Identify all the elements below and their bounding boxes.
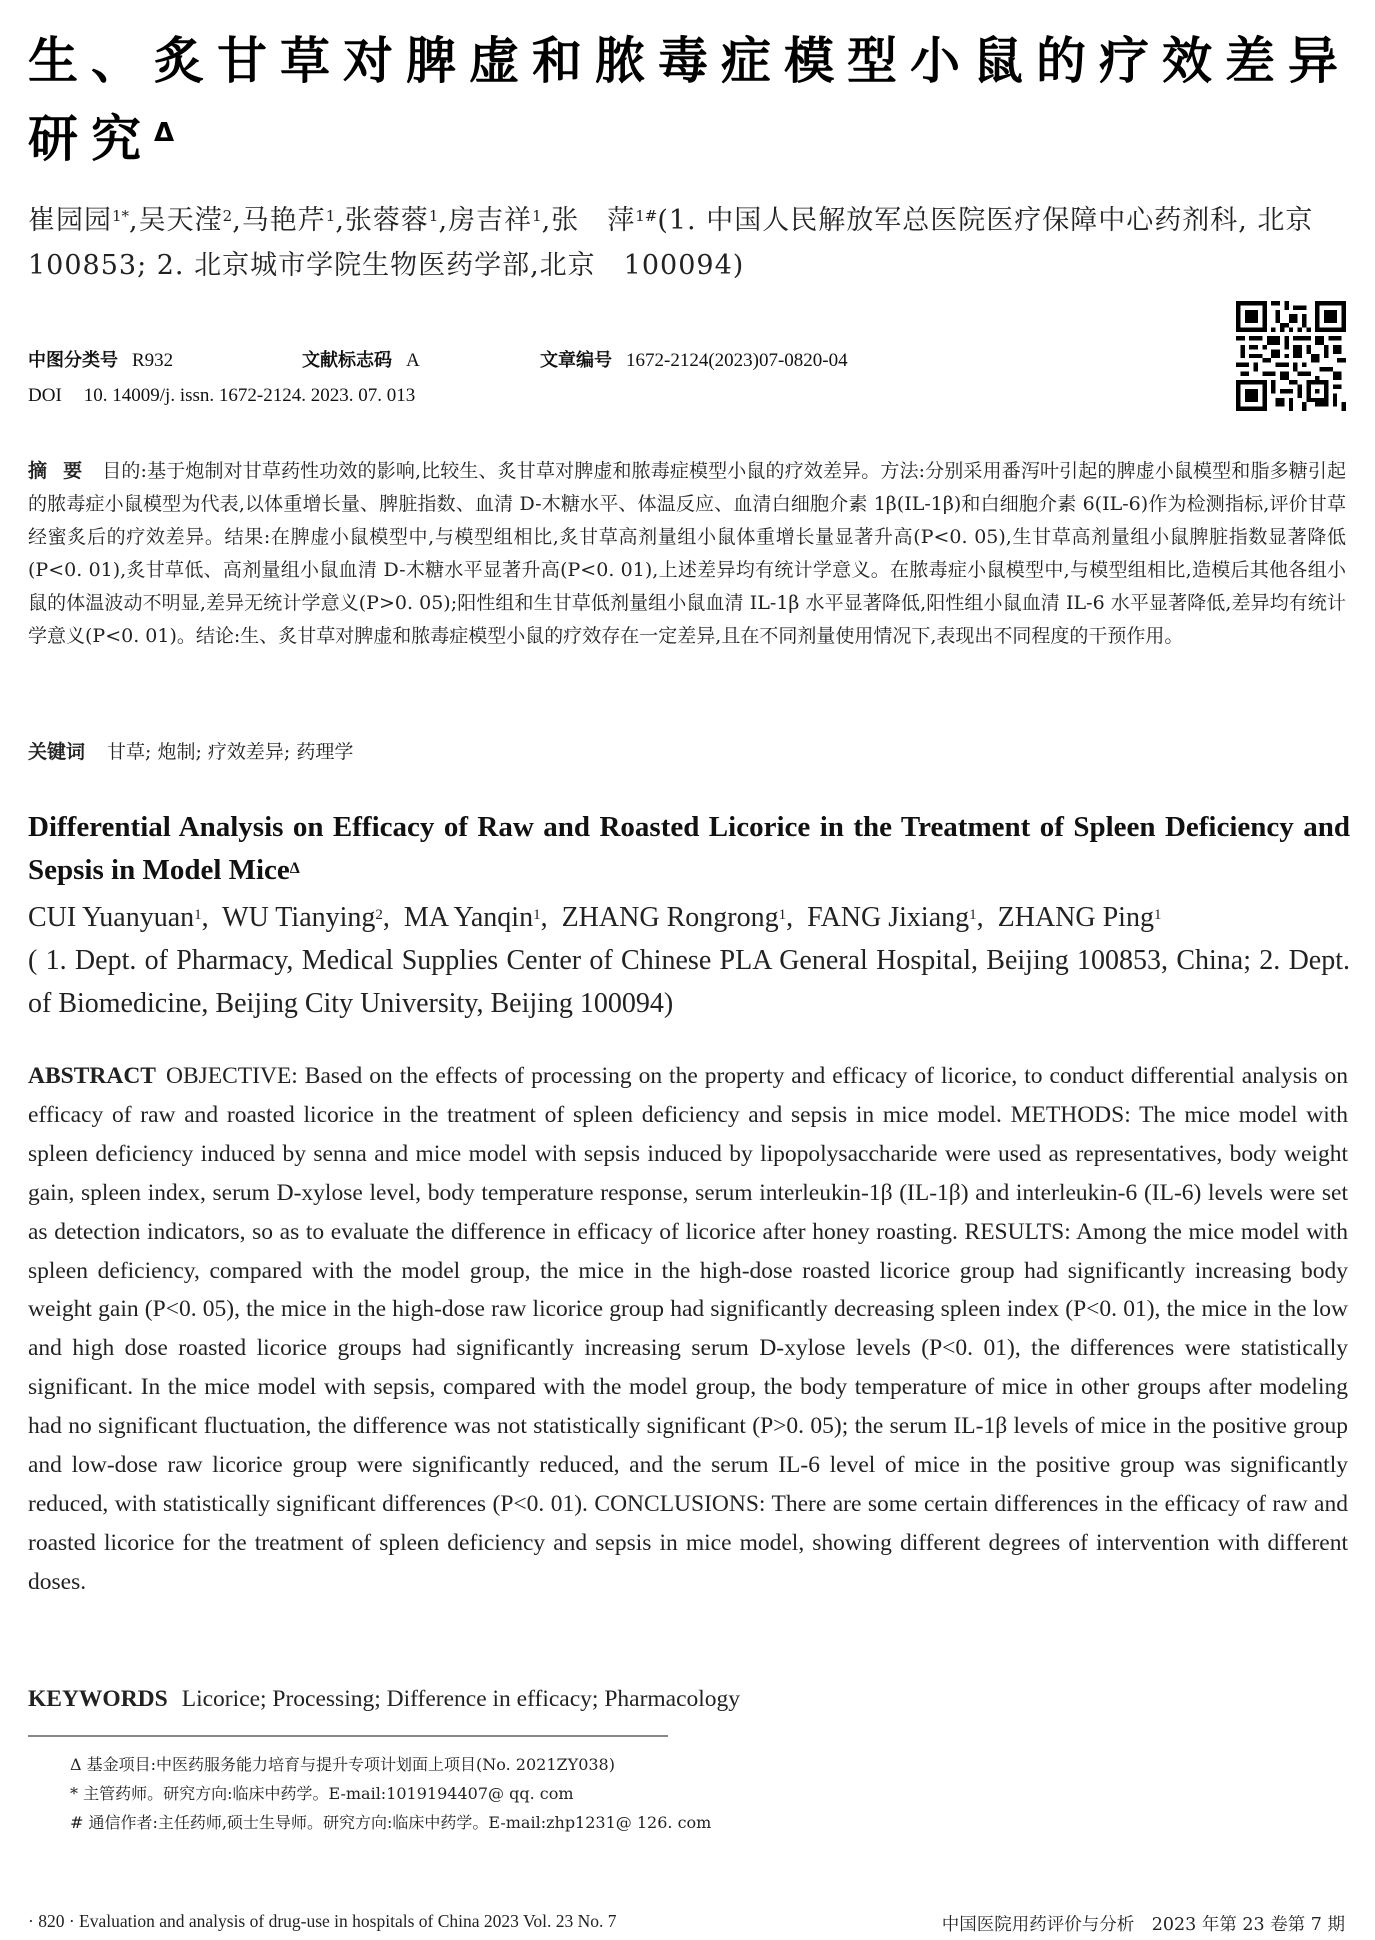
author-name: ZHANG Rongrong — [561, 902, 779, 933]
funding-mark: Δ — [289, 860, 300, 877]
chinese-abstract-label: 摘要 — [28, 460, 99, 482]
author — [222, 902, 383, 933]
article-number-label: 文章编号 — [540, 350, 612, 371]
author — [139, 205, 233, 236]
author-name: MA Yanqin — [403, 902, 534, 933]
document-code-label: 文献标志码 — [302, 350, 392, 371]
author-name: FANG Jixiang — [807, 902, 970, 933]
document-code-value: A — [406, 350, 420, 371]
author — [242, 205, 336, 236]
author — [448, 205, 542, 236]
chinese-keywords-label: 关键词 — [28, 741, 86, 763]
author — [551, 205, 657, 236]
chinese-keywords — [28, 737, 353, 764]
footnote-corresponding-author: # 通信作者:主任药师,硕士生导师。研究方向:临床中药学。E-mail:zhp1231@ 126. com — [70, 1813, 712, 1832]
doi — [28, 385, 415, 407]
footnote-funding: Δ 基金项目:中医药服务能力培育与提升专项计划面上项目(No. 2021ZY038) — [70, 1755, 615, 1774]
author-sup: 1 — [1153, 907, 1162, 923]
author-sup: 1 — [428, 207, 439, 225]
clc-label: 中图分类号 — [28, 350, 118, 371]
english-keywords-label: KEYWORDS — [28, 1686, 168, 1712]
author-name: 吴天滢 — [138, 205, 223, 236]
clc-value: R932 — [132, 350, 174, 371]
author-sup: 1 — [969, 907, 977, 923]
chinese-authors: 崔园园$^{1*}$,吴天滢$^2$,马艳芹$^1$,张蓉蓉$^1$,房吉祥$^1$,张 萍$^{1\#}$(1. 中国人民解放军总医院医疗保障中心药剂科, 北京 100853; 2. 北京城市学院生物医药学部,北京 100094) — [28, 205, 1342, 281]
article-number-value: 1672-2124(2023)07-0820-04 — [626, 350, 848, 371]
author-name: 崔园园 — [28, 205, 112, 236]
english-keywords-text: Licorice; Processing; Difference in efficacy; Pharmacology — [181, 1686, 741, 1712]
author-sup: 2 — [222, 207, 233, 225]
english-affiliation: ( 1. Dept. of Pharmacy, Medical Supplies Center of Chinese PLA General Hospital, Beijing 100853, China; 2. Dept. of Biomedicine, Beijing City University, Beijing 100094) — [28, 945, 1350, 1019]
page-footer-journal-en: · 820 · Evaluation and analysis of drug-use in hospitals of China 2023 Vol. 23 No. 7 — [28, 1911, 617, 1931]
author — [404, 902, 541, 933]
chinese-abstract — [28, 455, 1346, 653]
author — [28, 902, 202, 933]
english-abstract — [28, 1057, 1348, 1602]
chinese-affiliation: (1. 中国人民解放军总医院医疗保障中心药剂科, 北京 100853; 2. 北京城市学院生物医药学部,北京 100094) — [28, 205, 1342, 281]
author-sup: 1 — [194, 907, 202, 923]
author-sup: 2 — [375, 907, 383, 923]
author-name: 房吉祥 — [448, 205, 533, 236]
chinese-abstract-text: 目的:基于炮制对甘草药性功效的影响,比较生、炙甘草对脾虚和脓毒症模型小鼠的疗效差异。方法:分别采用番泻叶引起的脾虚小鼠模型和脂多糖引起的脓毒症小鼠模型为代表,以体重增长量、脾脏指数、血清 D-木糖水平、体温反应、血清白细胞介素 1β(IL-1β)和白细胞介素 6(IL-6)作为检测指标,评价甘草经蜜炙后的疗效差异。结果:在脾虚小鼠模型中,与模型组相比,炙甘草高剂量组小鼠体重增长量显著升高(P<0. 05),生甘草高剂量组小鼠脾脏指数显著降低(P<0. 01),炙甘草低、高剂量组小鼠血清 D-木糖水平显著升高(P<0. 01),上述差异均有统计学意义。在脓毒症小鼠模型中,与模型组相比,造模后其他各组小鼠的体温波动不明显,差异无统计学意义(P>0. 05);阳性组和生甘草低剂量组小鼠血清 IL-1β 水平显著降低,阳性组小鼠血清 IL-6 水平显著降低,差异均有统计学意义(P<0. 01)。结论:生、炙甘草对脾虚和脓毒症模型小鼠的疗效存在一定差异,且在不同剂量使用情况下,表现出不同程度的干预作用。 — [28, 460, 1346, 647]
english-title-text: Differential Analysis on Efficacy of Raw and Roasted Licorice in the Treatment of Spleen Deficiency and Sepsis in Model Mice — [28, 811, 1350, 886]
article-number — [540, 346, 848, 372]
page-footer-journal-cn: 中国医院用药评价与分析 2023 年第 23 卷第 7 期 — [941, 1915, 1345, 1935]
author — [807, 902, 977, 933]
document-code — [302, 346, 420, 372]
author — [345, 205, 439, 236]
chinese-title — [28, 22, 1358, 178]
english-keywords — [28, 1686, 740, 1713]
author-name: ZHANG Ping — [997, 902, 1154, 933]
chinese-title-text: 生、炙甘草对脾虚和脓毒症模型小鼠的疗效差异研究 — [28, 32, 1351, 168]
author-name: 张 萍 — [551, 205, 636, 236]
english-abstract-text: OBJECTIVE: Based on the effects of processing on the property and efficacy of licorice, to conduct differential analysis on efficacy of raw and roasted licorice in the treatment of spleen deficiency and sepsis in mice model. METHODS: The mice model with spleen deficiency induced by senna and mice model with sepsis induced by lipopolysaccharide were used as representatives, body weight gain, spleen index, serum D-xylose level, body temperature response, serum interleukin-1β (IL-1β) and interleukin-6 (IL-6) levels were set as detection indicators, so as to evaluate the difference in efficacy of licorice after honey roasting. RESULTS: Among the mice model with spleen deficiency, compared with the model group, the mice in the high-dose roasted licorice group had significantly increasing body weight gain (P<0. 05), the mice in the high-dose raw licorice group had significantly decreasing spleen index (P<0. 01), the mice in the low and high dose roasted licorice groups had significantly increasing serum D-xylose levels (P<0. 01), the differences were statistically significant. In the mice model with sepsis, compared with the model group, the body temperature of mice in other groups after modeling had no significant fluctuation, the difference was not statistically significant (P>0. 05); the serum IL-1β levels of mice in the positive group and low-dose raw licorice group were significantly reduced, and the serum IL-6 level of mice in the positive group was significantly reduced, with statistically significant differences (P<0. 01). CONCLUSIONS: There are some certain differences in the efficacy of raw and roasted licorice for the treatment of spleen deficiency and sepsis in mice model, showing different degrees of intervention with different doses. — [28, 1063, 1348, 1595]
qr-code-icon — [1236, 300, 1346, 412]
chinese-keywords-text: 甘草; 炮制; 疗效差异; 药理学 — [107, 741, 354, 763]
author — [28, 205, 129, 236]
author-name: 张蓉蓉 — [344, 205, 429, 236]
author-sup: 1 — [533, 907, 541, 923]
author-sup: 1# — [635, 207, 658, 225]
author-sup: 1 — [325, 207, 336, 225]
author-name: 马艳芹 — [241, 205, 326, 236]
author-sup: 1 — [532, 207, 542, 225]
author-sup: 1* — [112, 207, 130, 225]
footnote-divider — [28, 1735, 668, 1737]
author-sup: 1 — [778, 907, 787, 923]
author-name: CUI Yuanyuan — [28, 902, 195, 933]
author — [998, 902, 1162, 933]
funding-mark: Δ — [154, 118, 175, 148]
footnote-first-author: * 主管药师。研究方向:临床中药学。E-mail:1019194407@ qq. com — [70, 1784, 574, 1803]
author — [562, 902, 787, 933]
author-name: WU Tianying — [222, 902, 376, 933]
english-authors: CUI Yuanyuan$^1$, WU Tianying$^2$, MA Yanqin$^1$, ZHANG Rongrong$^1$, FANG Jixiang$^1$, ZHANG Ping$^1$ — [28, 902, 1162, 933]
doi-value: 10. 14009/j. issn. 1672-2124. 2023. 07. 013 — [83, 385, 416, 406]
english-title — [28, 806, 1350, 892]
clc-number — [28, 346, 173, 372]
doi-label: DOI — [28, 385, 62, 406]
english-abstract-label: ABSTRACT — [28, 1063, 156, 1089]
